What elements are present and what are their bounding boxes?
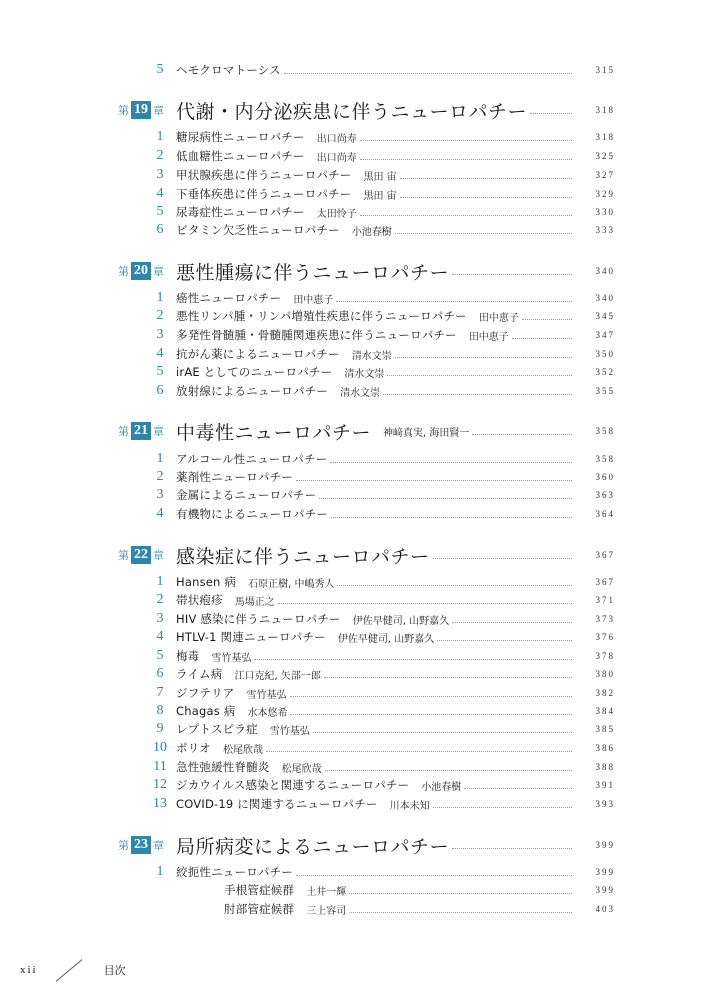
entry-number: 1 bbox=[156, 864, 164, 879]
toc-entry[interactable] bbox=[156, 647, 615, 665]
entry-number: 1 bbox=[156, 451, 164, 466]
chapter-heading[interactable] bbox=[118, 830, 615, 860]
entry-title: 手根管症候群 bbox=[224, 883, 295, 897]
toc-entry[interactable] bbox=[156, 486, 615, 504]
chapter-number: 21 bbox=[131, 422, 151, 440]
chapter-number: 23 bbox=[131, 836, 151, 854]
entry-number: 5 bbox=[156, 364, 164, 379]
entry-title: 肘部管症候群 bbox=[224, 902, 295, 916]
chapter-prefix: 第 bbox=[118, 104, 129, 117]
entry-page: 378 bbox=[595, 651, 615, 661]
toc-entry[interactable] bbox=[156, 610, 615, 628]
chapter-page: 358 bbox=[595, 426, 615, 436]
leader-dots bbox=[360, 215, 572, 216]
entry-page: 325 bbox=[595, 151, 615, 161]
chapter-page: 399 bbox=[595, 840, 615, 850]
entry-page: 384 bbox=[595, 706, 615, 716]
entry-author: 三上容司 bbox=[306, 905, 347, 917]
entry-page: 347 bbox=[595, 330, 615, 340]
toc-entry[interactable] bbox=[156, 307, 615, 325]
toc-entry[interactable] bbox=[156, 684, 615, 702]
entry-page: 380 bbox=[595, 669, 615, 679]
entry-title: 低血糖性ニューロパチー bbox=[176, 149, 305, 163]
leader-dots bbox=[395, 357, 572, 358]
entry-page: 350 bbox=[595, 349, 615, 359]
entry-page: 364 bbox=[595, 509, 615, 519]
entry-title: ジカウイルス感染と関連するニューロパチー bbox=[176, 778, 410, 792]
entry-title: Hansen 病 bbox=[176, 575, 237, 589]
chapter-suffix: 章 bbox=[153, 104, 164, 117]
entry-title: ビタミン欠乏性ニューロパチー bbox=[176, 223, 340, 237]
entry-author: 太田怜子 bbox=[316, 208, 357, 220]
chapter-suffix: 章 bbox=[153, 265, 164, 278]
entry-author: 田中恵子 bbox=[293, 294, 334, 306]
leader-dots bbox=[324, 677, 572, 678]
toc-entry[interactable] bbox=[156, 468, 615, 486]
toc-entry[interactable] bbox=[156, 185, 615, 203]
entry-page: 399 bbox=[595, 885, 615, 895]
entry-author: 雪竹基弘 bbox=[211, 652, 252, 664]
entry-author: 雪竹基弘 bbox=[269, 725, 310, 737]
entry-title: 有機物によるニューロパチー bbox=[176, 507, 329, 521]
entry-author: 川本未知 bbox=[389, 800, 430, 812]
entry-author: 松尾欣哉 bbox=[281, 763, 322, 775]
entry-author: 黒田 宙 bbox=[363, 190, 397, 202]
entry-number: 6 bbox=[156, 222, 164, 237]
leader-dots bbox=[349, 912, 572, 913]
entry-title: 下垂体疾患に伴うニューロパチー bbox=[176, 187, 352, 201]
entry-number: 2 bbox=[156, 148, 164, 163]
entry-page: 399 bbox=[595, 867, 615, 877]
entry-page: 393 bbox=[595, 799, 615, 809]
chapter-heading[interactable] bbox=[118, 540, 615, 570]
entry-page: 388 bbox=[595, 762, 615, 772]
toc-entry[interactable] bbox=[156, 382, 615, 400]
entry-author: 伊佐早健司, 山野嘉久 bbox=[352, 615, 450, 627]
chapter-title: 中毒性ニューロパチー bbox=[176, 421, 372, 444]
chapter-label bbox=[118, 422, 176, 440]
leader-dots bbox=[437, 640, 572, 641]
toc-entry[interactable] bbox=[156, 591, 615, 609]
leader-dots bbox=[452, 274, 572, 275]
leader-dots bbox=[400, 178, 572, 179]
leader-dots bbox=[290, 714, 572, 715]
entry-number: 5 bbox=[156, 648, 164, 663]
entry-title: Chagas 病 bbox=[176, 704, 236, 718]
chapter-suffix: 章 bbox=[153, 839, 164, 852]
entry-page: 345 bbox=[595, 311, 615, 321]
leader-dots bbox=[452, 848, 572, 849]
entry-page: 385 bbox=[595, 724, 615, 734]
leader-dots bbox=[395, 233, 572, 234]
chapter-number: 22 bbox=[131, 546, 151, 564]
entry-page: 360 bbox=[595, 472, 615, 482]
toc-entry[interactable] bbox=[156, 665, 615, 683]
toc-entry[interactable] bbox=[156, 863, 615, 881]
toc-entry[interactable] bbox=[156, 628, 615, 646]
footer-divider bbox=[55, 959, 82, 982]
entry-page: 382 bbox=[595, 688, 615, 698]
chapter-label bbox=[118, 262, 176, 280]
entry-author: 出口尚寿 bbox=[316, 152, 357, 164]
entry-author: 馬場正之 bbox=[234, 596, 275, 608]
chapter-author: 神﨑真実, 海田賢一 bbox=[383, 427, 470, 439]
entry-page: 373 bbox=[595, 614, 615, 624]
entry-author: 土井一輝 bbox=[306, 886, 347, 898]
toc-entry[interactable] bbox=[156, 166, 615, 184]
chapter-prefix: 第 bbox=[118, 425, 129, 438]
entry-page: 355 bbox=[595, 386, 615, 396]
chapter-label bbox=[118, 546, 176, 564]
entry-number: 12 bbox=[153, 777, 167, 792]
chapter-suffix: 章 bbox=[153, 425, 164, 438]
entry-title: 多発性骨髄腫・骨髄腫関連疾患に伴うニューロパチー bbox=[176, 328, 457, 342]
entry-number: 9 bbox=[156, 721, 164, 736]
chapter-suffix: 章 bbox=[153, 549, 164, 562]
leader-dots bbox=[433, 558, 572, 559]
entry-author: 小池春樹 bbox=[351, 226, 392, 238]
entry-title: COVID-19 に関連するニューロパチー bbox=[176, 797, 378, 811]
leader-dots bbox=[472, 434, 572, 435]
entry-title: 癌性ニューロパチー bbox=[176, 291, 282, 305]
leader-dots bbox=[452, 622, 572, 623]
entry-number: 4 bbox=[156, 506, 164, 521]
toc-entry[interactable] bbox=[156, 450, 615, 468]
leader-dots bbox=[360, 159, 572, 160]
entry-author: 黒田 宙 bbox=[363, 171, 397, 183]
entry-page: 333 bbox=[595, 225, 615, 235]
toc-entry[interactable] bbox=[156, 289, 615, 307]
entry-title: 尿毒症性ニューロパチー bbox=[176, 205, 305, 219]
entry-page: 330 bbox=[595, 207, 615, 217]
entry-title: ヘモクロマトーシス bbox=[176, 63, 281, 77]
entry-title: 薬剤性ニューロパチー bbox=[176, 470, 293, 484]
leader-dots bbox=[360, 140, 572, 141]
entry-author: 伊佐早健司, 山野嘉久 bbox=[337, 633, 435, 645]
entry-number: 1 bbox=[156, 129, 164, 144]
entry-author: 田中恵子 bbox=[468, 331, 509, 343]
chapter-prefix: 第 bbox=[118, 265, 129, 278]
leader-dots bbox=[400, 197, 572, 198]
entry-number: 6 bbox=[156, 666, 164, 681]
toc-entry[interactable] bbox=[156, 505, 615, 523]
entry-title: ポリオ bbox=[176, 741, 211, 755]
entry-number: 2 bbox=[156, 469, 164, 484]
entry-author: 江口克紀, 矢部一郎 bbox=[234, 670, 321, 682]
entry-number: 13 bbox=[153, 796, 167, 811]
leader-dots bbox=[530, 113, 572, 114]
entry-title: HIV 感染に伴うニューロパチー bbox=[176, 612, 341, 626]
entry-title: 絞扼性ニューロパチー bbox=[176, 865, 293, 879]
entry-title: 帯状疱疹 bbox=[176, 593, 223, 607]
toc-entry[interactable] bbox=[156, 345, 615, 363]
leader-dots bbox=[313, 732, 572, 733]
leader-dots bbox=[330, 462, 572, 463]
chapter-heading[interactable] bbox=[118, 256, 615, 286]
entry-number: 5 bbox=[156, 62, 164, 77]
chapter-prefix: 第 bbox=[118, 549, 129, 562]
leader-dots bbox=[296, 875, 572, 876]
chapter-prefix: 第 bbox=[118, 839, 129, 852]
toc-entry[interactable] bbox=[156, 203, 615, 221]
chapter-label bbox=[118, 101, 176, 119]
toc-entry[interactable] bbox=[156, 363, 615, 381]
entry-page: 352 bbox=[595, 367, 615, 377]
entry-number: 4 bbox=[156, 186, 164, 201]
entry-number: 3 bbox=[156, 167, 164, 182]
page-footer bbox=[20, 960, 126, 980]
entry-number: 1 bbox=[156, 290, 164, 305]
entry-number: 5 bbox=[156, 204, 164, 219]
footer-page-number: xii bbox=[20, 964, 38, 976]
entry-number: 11 bbox=[153, 759, 167, 774]
chapter-title: 感染症に伴うニューロパチー bbox=[176, 545, 430, 568]
entry-page: 329 bbox=[595, 189, 615, 199]
toc-entry[interactable] bbox=[156, 221, 615, 239]
entry-title: ライム病 bbox=[176, 667, 223, 681]
entry-page: 376 bbox=[595, 632, 615, 642]
chapter-number: 20 bbox=[131, 262, 151, 280]
entry-title: 甲状腺疾患に伴うニューロパチー bbox=[176, 168, 352, 182]
entry-author: 松尾欣哉 bbox=[223, 744, 263, 756]
entry-page: 371 bbox=[595, 595, 615, 605]
leader-dots bbox=[290, 696, 573, 697]
toc-entry[interactable] bbox=[153, 795, 615, 813]
entry-page: 367 bbox=[595, 577, 615, 587]
leader-dots bbox=[319, 498, 572, 499]
entry-page: 358 bbox=[595, 454, 615, 464]
entry-title: 悪性リンパ腫・リンパ増殖性疾患に伴うニューロパチー bbox=[176, 309, 467, 323]
toc-entry[interactable] bbox=[156, 147, 615, 165]
toc-entry[interactable] bbox=[156, 573, 615, 591]
entry-author: 石原正樹, 中嶋秀人 bbox=[248, 578, 335, 590]
entry-number: 4 bbox=[156, 346, 164, 361]
entry-number: 3 bbox=[156, 487, 164, 502]
chapter-page: 340 bbox=[595, 266, 615, 276]
chapter-page: 367 bbox=[595, 550, 615, 560]
leader-dots bbox=[387, 375, 572, 376]
chapter-title: 局所病変によるニューロパチー bbox=[176, 835, 450, 858]
leader-dots bbox=[336, 301, 572, 302]
leader-dots bbox=[254, 659, 572, 660]
leader-dots bbox=[325, 770, 572, 771]
entry-page: 340 bbox=[595, 293, 615, 303]
toc-entry[interactable] bbox=[156, 326, 615, 344]
toc-entry[interactable] bbox=[153, 776, 615, 794]
entry-number: 1 bbox=[156, 574, 164, 589]
entry-title: 急性弛緩性脊髄炎 bbox=[176, 760, 270, 774]
leader-dots bbox=[464, 788, 572, 789]
leader-dots bbox=[383, 394, 572, 395]
entry-number: 3 bbox=[156, 611, 164, 626]
chapter-heading[interactable] bbox=[118, 416, 615, 446]
entry-author: 雪竹基弘 bbox=[246, 689, 287, 701]
toc-sub-entry[interactable] bbox=[224, 900, 615, 918]
entry-title: 糖尿病性ニューロパチー bbox=[176, 130, 305, 144]
leader-dots bbox=[522, 319, 572, 320]
entry-author: 清水文崇 bbox=[340, 387, 381, 399]
entry-number: 3 bbox=[156, 327, 164, 342]
entry-page: 386 bbox=[595, 743, 615, 753]
entry-title: ジフテリア bbox=[176, 686, 235, 700]
leader-dots bbox=[349, 893, 572, 894]
chapter-title: 代謝・内分泌疾患に伴うニューロパチー bbox=[176, 100, 528, 123]
leader-dots bbox=[278, 603, 572, 604]
toc-sub-entry[interactable] bbox=[224, 881, 615, 899]
entry-title: 梅毒 bbox=[176, 649, 200, 663]
toc-entry[interactable] bbox=[156, 61, 615, 79]
entry-number: 10 bbox=[153, 740, 167, 755]
entry-number: 4 bbox=[156, 629, 164, 644]
leader-dots bbox=[296, 480, 572, 481]
entry-author: 小池春樹 bbox=[421, 781, 462, 793]
entry-author: 清水文崇 bbox=[351, 350, 392, 362]
leader-dots bbox=[433, 807, 572, 808]
entry-number: 7 bbox=[156, 685, 164, 700]
chapter-title: 悪性腫瘍に伴うニューロパチー bbox=[176, 261, 450, 284]
entry-title: HTLV-1 関連ニューロパチー bbox=[176, 630, 326, 644]
toc-entry[interactable] bbox=[156, 720, 615, 738]
entry-title: アルコール性ニューロパチー bbox=[176, 452, 328, 466]
entry-number: 2 bbox=[156, 308, 164, 323]
leader-dots bbox=[512, 338, 572, 339]
toc-entry[interactable] bbox=[153, 758, 615, 776]
entry-title: レプトスピラ症 bbox=[176, 722, 258, 736]
entry-title: 放射線によるニューロパチー bbox=[176, 384, 329, 398]
entry-page: 403 bbox=[595, 904, 615, 914]
entry-number: 2 bbox=[156, 592, 164, 607]
entry-page: 318 bbox=[595, 132, 615, 142]
leader-dots bbox=[266, 751, 572, 752]
chapter-page: 318 bbox=[595, 105, 615, 115]
entry-page: 315 bbox=[595, 65, 615, 75]
entry-number: 8 bbox=[156, 703, 164, 718]
toc-entry[interactable] bbox=[156, 128, 615, 146]
chapter-label bbox=[118, 836, 176, 854]
leader-dots bbox=[337, 585, 572, 586]
entry-page: 363 bbox=[595, 490, 615, 500]
chapter-number: 19 bbox=[131, 101, 151, 119]
entry-title: 金属によるニューロパチー bbox=[176, 488, 317, 502]
entry-page: 391 bbox=[595, 780, 615, 790]
chapter-heading[interactable] bbox=[118, 95, 615, 125]
toc-entry[interactable] bbox=[153, 739, 615, 757]
entry-author: 清水文崇 bbox=[344, 368, 385, 380]
entry-title: 抗がん薬によるニューロパチー bbox=[176, 347, 340, 361]
leader-dots bbox=[331, 517, 572, 518]
leader-dots bbox=[284, 73, 572, 74]
entry-title: irAE としてのニューロパチー bbox=[176, 365, 333, 379]
entry-author: 水本悠希 bbox=[247, 707, 288, 719]
toc-entry[interactable] bbox=[156, 702, 615, 720]
entry-author: 出口尚寿 bbox=[316, 133, 357, 145]
entry-author: 田中恵子 bbox=[478, 312, 519, 324]
entry-page: 327 bbox=[595, 170, 615, 180]
footer-section-label: 目次 bbox=[103, 964, 126, 977]
entry-number: 6 bbox=[156, 383, 164, 398]
